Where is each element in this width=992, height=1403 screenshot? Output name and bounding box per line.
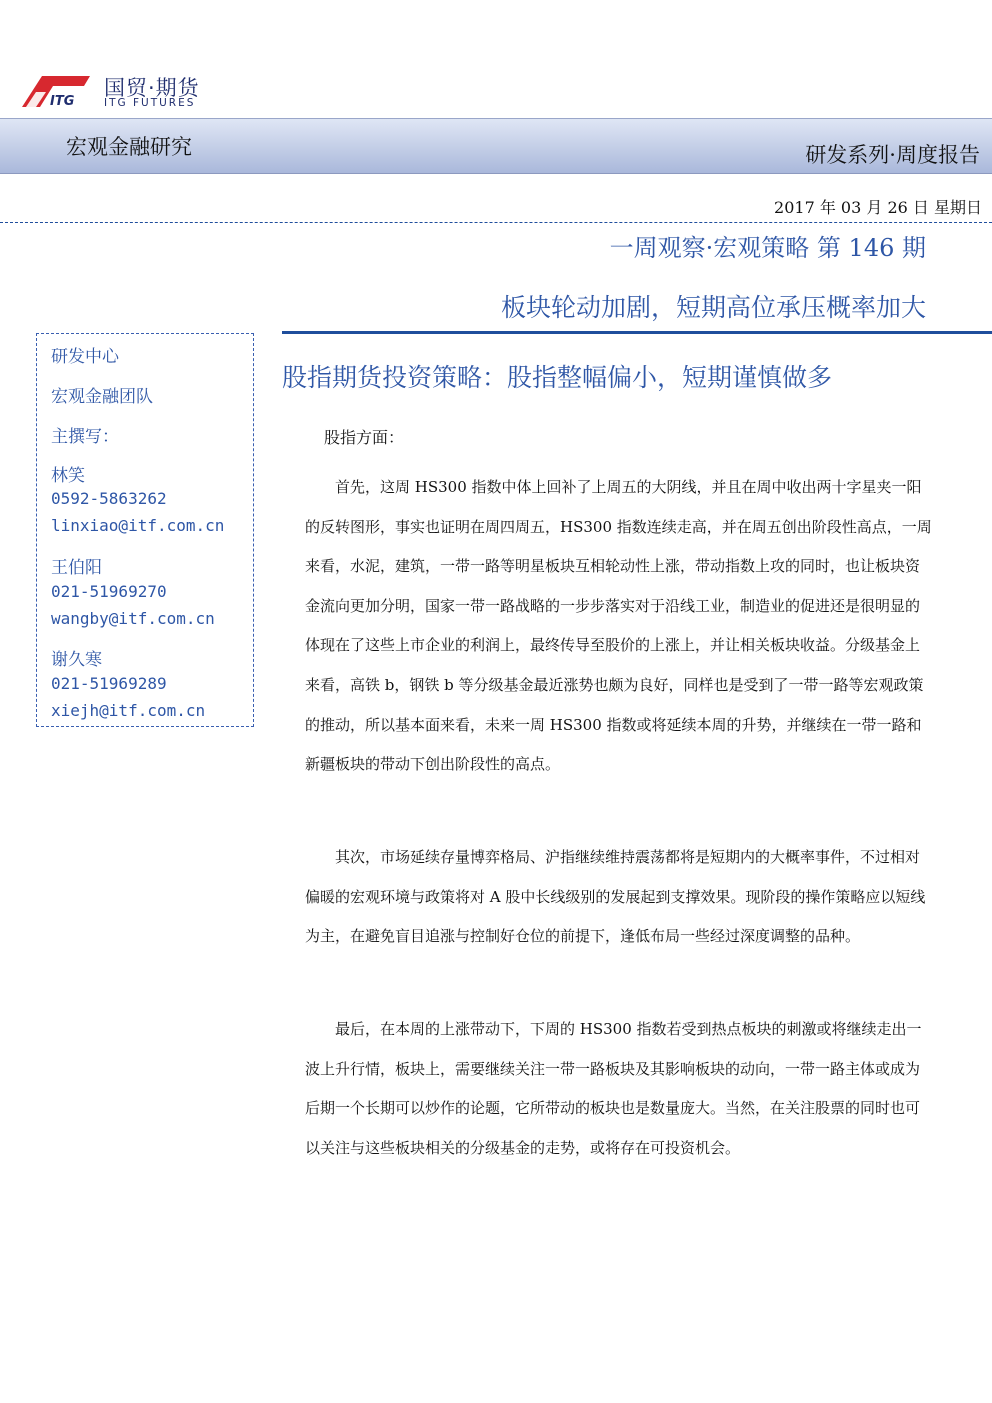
report-date: 2017 年 03 月 26 日 星期日	[774, 198, 982, 217]
logo-english-name: ITG FUTURES	[104, 97, 196, 109]
body-paragraph	[305, 468, 933, 785]
body-paragraph	[305, 838, 933, 957]
paragraph-text: 其次，市场延续存量博弈格局、沪指继续维持震荡都将是短期内的大概率事件，不过相对偏暖的宏观环境与政策将对 A 股中长线级别的发展起到支撑效果。现阶段的操作策略应以短线为主，在避免盲目追涨与控制好仓位的前提下，逢低布局一些经过深度调整的品种。	[305, 848, 926, 946]
logo-mark-text: ITG	[50, 94, 75, 108]
report-headline: 板块轮动加剧，短期高位承压概率加大	[500, 293, 926, 322]
headline-rule	[282, 331, 992, 334]
author-contact-box	[36, 333, 254, 727]
itg-logo-mark-icon	[20, 74, 94, 108]
issue-title: 一周观察·宏观策略 第 146 期	[609, 234, 926, 262]
dashed-divider	[0, 222, 992, 223]
section-title: 股指期货投资策略：股指整幅偏小，短期谨慎做多	[282, 363, 833, 392]
department-label: 研发中心	[51, 347, 119, 367]
author-name: 林笑	[51, 466, 85, 486]
body-paragraph	[305, 1010, 933, 1168]
banner-category: 宏观金融研究	[66, 135, 192, 159]
author-phone: 0592-5863262	[51, 489, 167, 508]
author-email[interactable]: linxiao@itf.com.cn	[51, 516, 225, 535]
author-phone: 021-51969270	[51, 582, 167, 601]
author-name: 王伯阳	[51, 558, 102, 578]
team-label: 宏观金融团队	[51, 387, 153, 407]
header-banner	[0, 118, 992, 174]
paragraph-text: 首先，这周 HS300 指数中体上回补了上周五的大阴线，并且在周中收出两十字星夹一阳的反转图形，事实也证明在周四周五，HS300 指数连续走高，并在周五创出阶段性高点，一周来看，水泥，建筑，一带一路等明星板块互相轮动性上涨，带动指数上攻的同时，也让板块资金流向更加分明，国家一带一路战略的一步步落实对于沿线工业，制造业的促进还是很明显的体现在了这些上市企业的利润上，最终传导至股价的上涨上，并让相关板块收益。分级基金上来看，高铁 b，钢铁 b 等分级基金最近涨势也颇为良好，同样也是受到了一带一路等宏观政策的推动，所以基本面来看，未来一周 HS300 指数或将延续本周的升势，并继续在一带一路和新疆板块的带动下创出阶段性的高点。	[305, 478, 932, 774]
authors-label: 主撰写：	[51, 427, 119, 447]
company-logo	[20, 70, 220, 110]
author-phone: 021-51969289	[51, 674, 167, 693]
author-name: 谢久寒	[51, 650, 102, 670]
author-email[interactable]: xiejh@itf.com.cn	[51, 701, 206, 720]
section-subheading: 股指方面：	[324, 428, 405, 447]
author-email[interactable]: wangby@itf.com.cn	[51, 609, 215, 628]
banner-series: 研发系列·周度报告	[805, 143, 980, 167]
logo-chinese-name: 国贸·期货	[104, 76, 200, 100]
paragraph-text: 最后，在本周的上涨带动下，下周的 HS300 指数若受到热点板块的刺激或将继续走出一波上升行情，板块上，需要继续关注一带一路板块及其影响板块的动向，一带一路主体或成为后期一个长期可以炒作的论题，它所带动的板块也是数量庞大。当然，在关注股票的同时也可以关注与这些板块相关的分级基金的走势，或将存在可投资机会。	[305, 1020, 922, 1157]
